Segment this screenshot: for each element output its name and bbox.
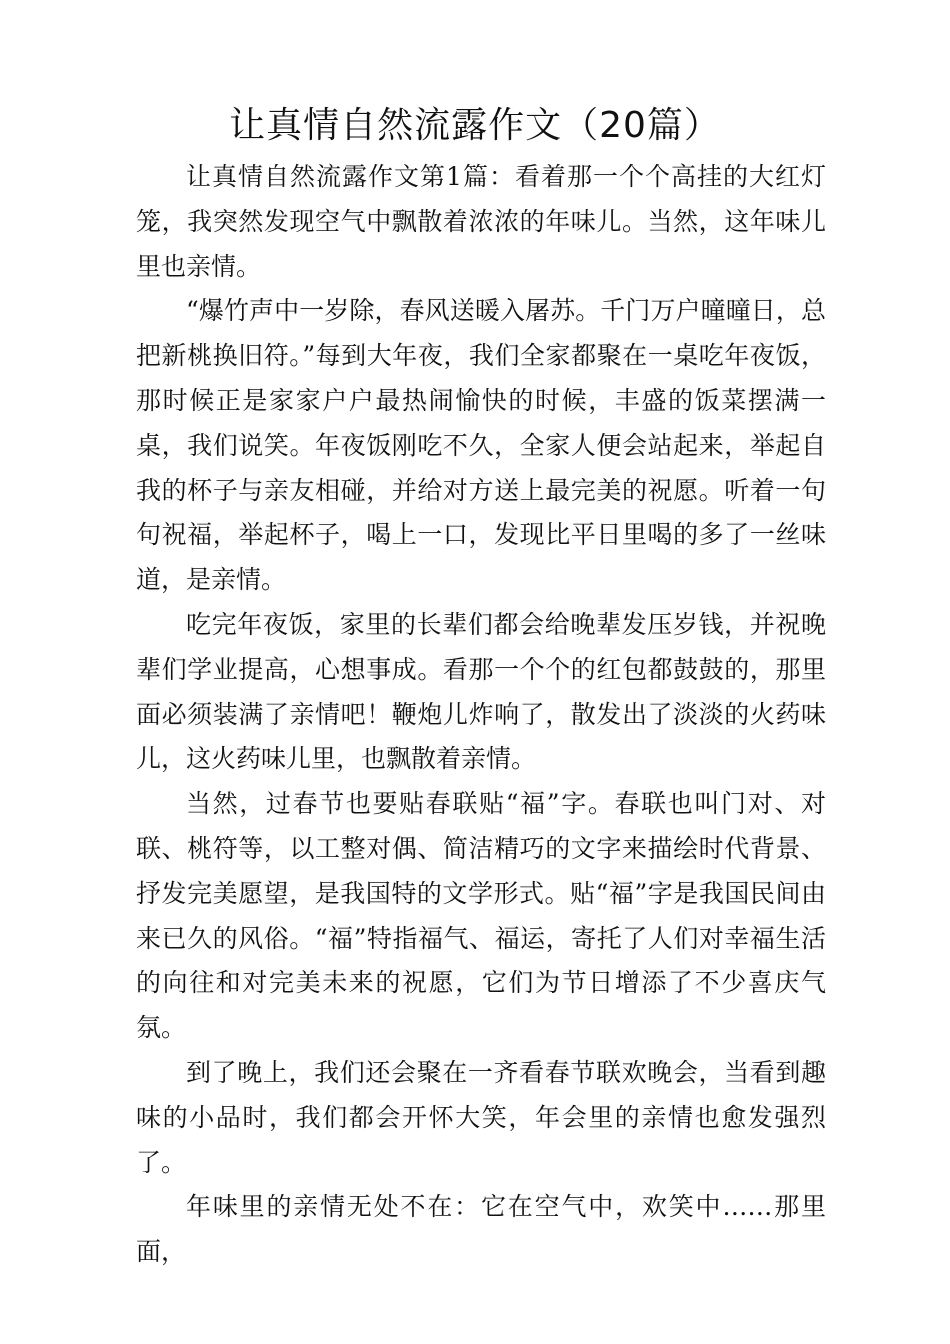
paragraph-5: 到了晚上，我们还会聚在一齐看春节联欢晚会，当看到趣味的小品时，我们都会开怀大笑，年会里的亲情也愈发强烈了。 [136,1057,826,1177]
paragraph-1: 让真情自然流露作文第1篇：看着那一个个高挂的大红灯笼，我突然发现空气中飘散着浓浓的年味儿。当然，这年味儿里也亲情。 [136,162,826,281]
paragraph-6: 年味里的亲情无处不在：它在空气中，欢笑中……那里面， [136,1192,826,1267]
document-body [136,155,826,1275]
paragraph-2: “爆竹声中一岁除，春风送暖入屠苏。千门万户曈曈日，总把新桃换旧符。”每到大年夜，我们全家都聚在一桌吃年夜饭，那时候正是家家户户最热闹愉快的时候，丰盛的饭菜摆满一桌，我们说笑。年夜饭刚吃不久，全家人便会站起来，举起自我的杯子与亲友相碰，并给对方送上最完美的祝愿。听着一句句祝福，举起杯子，喝上一口，发现比平日里喝的多了一丝味道，是亲情。 [136,296,826,595]
document-title: 让真情自然流露作文（20篇） [229,105,721,146]
paragraph-3: 吃完年夜饭，家里的长辈们都会给晚辈发压岁钱，并祝晚辈们学业提高，心想事成。看那一个个的红包都鼓鼓的，那里面必须装满了亲情吧！鞭炮儿炸响了，散发出了淡淡的火药味儿，这火药味儿里，也飘散着亲情。 [136,609,826,774]
paragraph-4: 当然，过春节也要贴春联贴“福”字。春联也叫门对、对联、桃符等，以工整对偶、简洁精巧的文字来描绘时代背景、抒发完美愿望，是我国特的文学形式。贴“福”字是我国民间由来已久的风俗。“福”特指福气、福运，寄托了人们对幸福生活的向往和对完美未来的祝愿，它们为节日增添了不少喜庆气氛。 [136,789,826,1043]
